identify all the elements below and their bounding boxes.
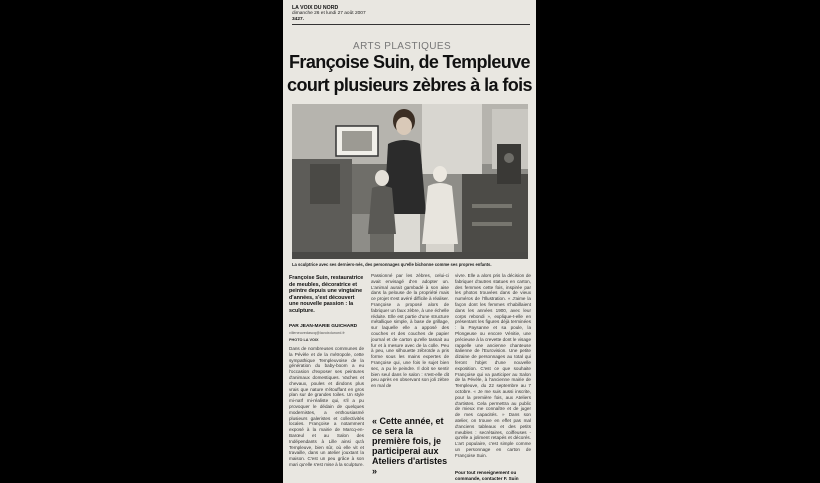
masthead: LA VOIX DU NORD: [292, 5, 339, 11]
article-end-note: Pour tout renseignement ou commande, contacter F. Suin: [455, 470, 519, 481]
section-kicker: ARTS PLASTIQUES: [353, 41, 452, 52]
author-email: villeneuvedascq@lavoixdunord.fr: [289, 331, 345, 335]
article-photo: [292, 104, 528, 259]
page-code: 3427.: [292, 17, 305, 22]
photo-illustration: [292, 104, 528, 259]
photo-credit: PHOTO LA VOIX: [289, 338, 319, 342]
article-column-2: Passionné par les zèbres, celui-ci avait envisagé d'en adopter un. L'animal aurait gambadé à son aise dans la pelouse de la propriété mais ce projet s'est avéré difficile à réaliser. Françoise a proposé alors de fabriquer un faux zèbre, à une échelle réduite. Elle est partie d'une structure métallique simple, à base de grillage, sur laquelle elle a apposé des couches et des couches de papier journal et de carton qu'elle tassait au fur et à mesure avec de la colle. Peu à peu, une silhouette zébroïde a pris forme sous les mains expertes de Françoise qui, une fois le sujet bien sec, a pu le peindre. Il doit se sentir bien seul dans le salon : s'est-elle dit peu après en observant son joli zèbre en mal de: [371, 273, 449, 389]
dateline: dimanche 26 et lundi 27 août 2007: [292, 11, 366, 16]
newspaper-clipping: [283, 0, 536, 483]
article-column-1: Dans de nombreuses communes de la Pévèle et de la métropole, cette sympathique Templeuvoise de la génération du baby-boom a eu l'occasion d'exposer ses peintures d'animaux domestiques. Vaches et chevaux, poules et dindons plus vrais que nature s'étouffant en gros plan sur de grandes toiles. Un style mi-naïf mi-réaliste qui, s'il a pu provoquer le dédain de quelques modernistes, a enthousiasmé plusieurs galeristes et collectivités locales. Françoise a notamment exposé à la mairie de Marcq-en-Barœul et au Salon des Indépendants à Lille ainsi qu'à Templeuve, bien sûr, où elle vit et travaille, dans un atelier jouxtant la maison. C'est un peu grâce à son mari qu'elle s'est mise à la sculpture.: [289, 346, 364, 467]
photo-caption: La sculptrice avec ses derniers-nés, des personnages qu'elle bichonne comme ses propres enfants.: [292, 262, 492, 267]
headline-line-2: court plusieurs zèbres à la fois: [287, 75, 532, 95]
article-intro: Françoise Suin, restauratrice de meubles, décoratrice et peintre depuis une vingtaine d'années, s'est découvert une nouvelle passion : la sculpture.: [289, 275, 364, 314]
headline-line-1: Françoise Suin, de Templeuve: [289, 52, 530, 72]
header-divider: [292, 24, 530, 25]
article-column-3: vivre. Elle a alors pris la décision de fabriquer d'autres statues en carton, des femmes cette fois, inspirée par les photos trouvées dans de vieux numéros de l'Illustration. « J'aime la façon dont les femmes s'habillaient dans les années 1900, avec leur corps rebondi », explique-t-elle en présentant les figures déjà terminées : la Paysanne et sa poule, la Plongeuse ou encore Vénitie, une précieuse à la crevette dont le visage rappelle une ancienne chanteuse italienne de l'Eurovision. Une petite dizaine de personnages au total qui feront l'objet d'une nouvelle exposition. C'est ce que souhaite Françoise qui va participer au Salon de la Pévèle, à l'ancienne mairie de Templeuve, du 22 septembre au 7 octobre. « Je me suis aussi inscrite, pour la première fois, aux Ateliers d'artistes. Cela permettra au public de mieux me connaître et de juger de mes capacités. » Dans son atelier, on trouve en effet pas mal d'anciens tableaux et des petits meubles : secrétaires, coiffeuses - qu'elle a joliment retapés et décorés. L'art populaire, c'est simple comme un personnage en carton de Françoise Suin.: [455, 273, 531, 458]
pull-quote: « Cette année, et ce sera la première fois, je participerai aux Ateliers d'artistes »: [372, 416, 448, 476]
byline: PAR JEAN-MARIE GUICHARD: [289, 324, 358, 329]
